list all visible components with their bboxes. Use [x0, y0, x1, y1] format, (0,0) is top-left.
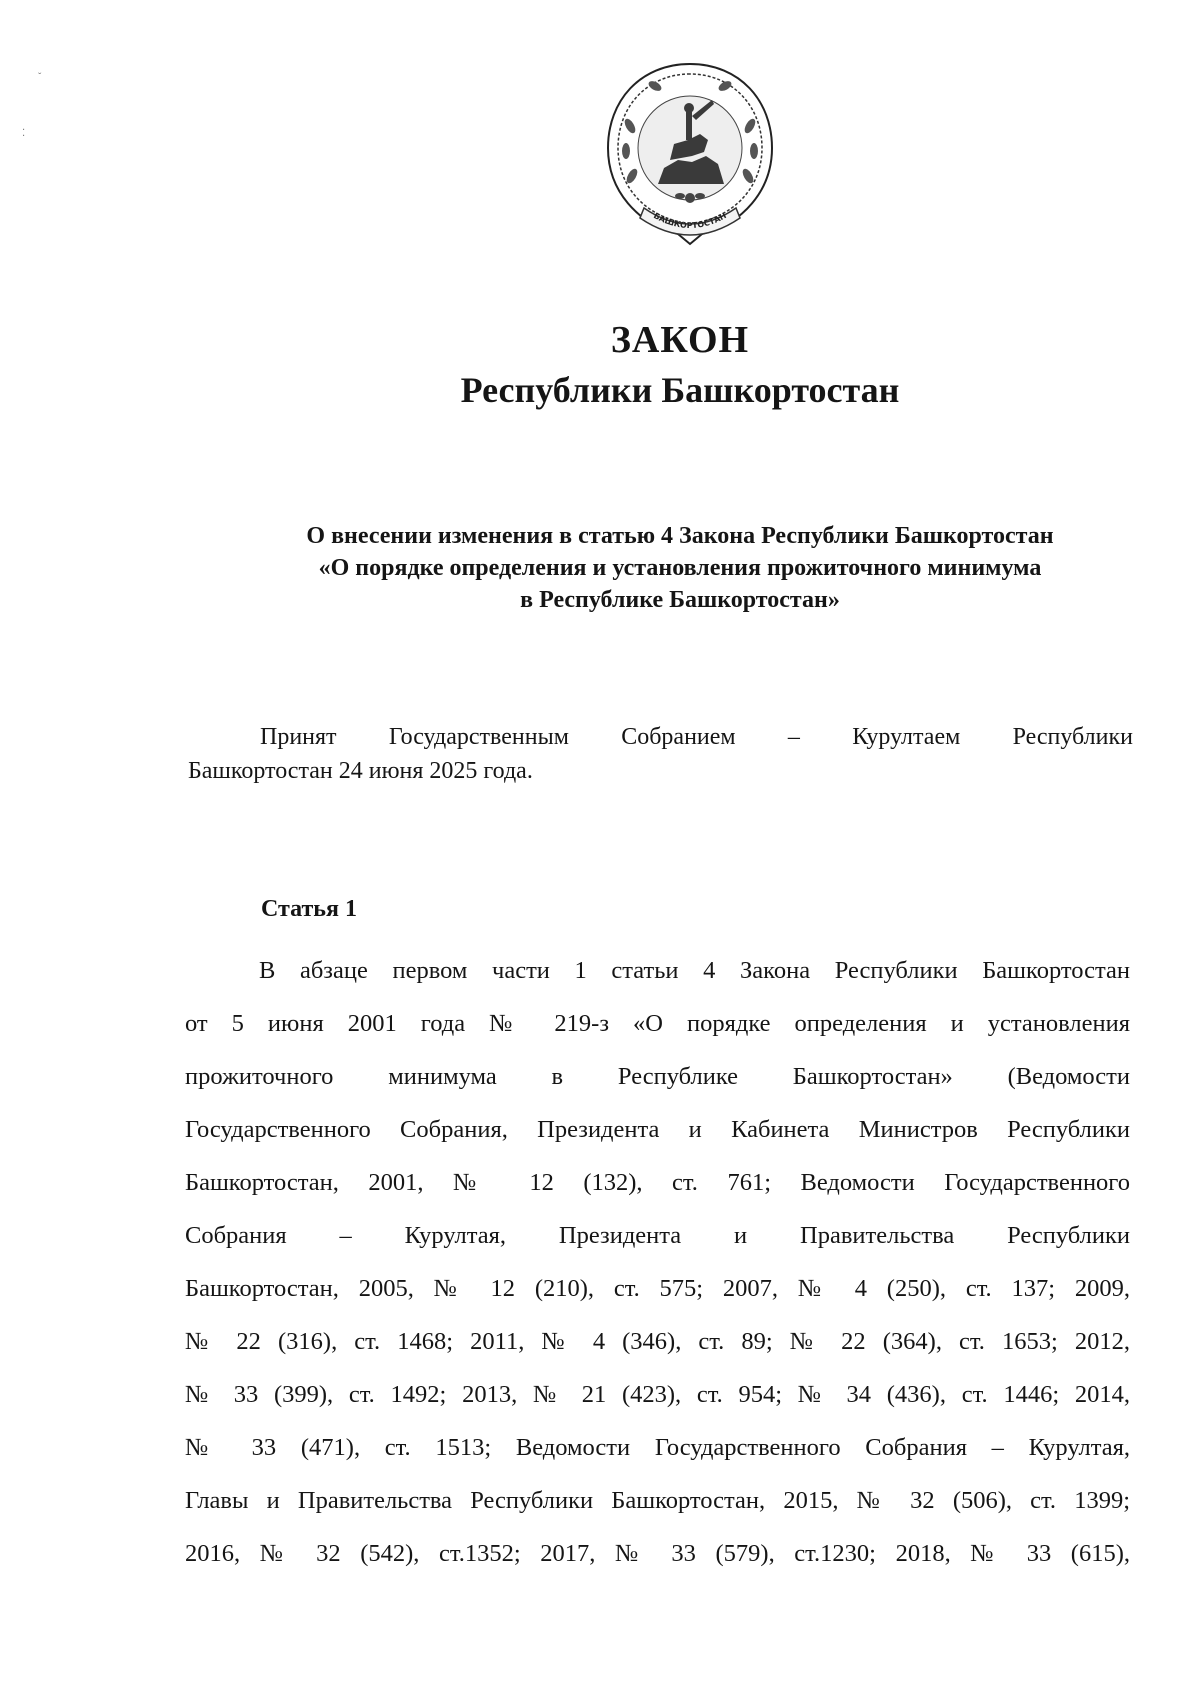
article-line: В абзаце первом части 1 статьи 4 Закона Республики Башкортостан	[259, 957, 1130, 984]
article-title: Статья 1	[261, 896, 357, 922]
coat-of-arms-icon	[600, 56, 780, 256]
article-line: Главы и Правительства Республики Башкортостан, 2015, № 32 (506), ст. 1399;	[185, 1487, 1130, 1514]
adoption-statement	[188, 720, 1133, 788]
scan-speck: ˇ	[38, 72, 42, 83]
scan-speck: ⁚	[22, 128, 26, 139]
emblem-caption: БАШКОРТОСТАН	[652, 211, 728, 231]
adoption-line: Принят Государственным Собранием – Курултаем Республики	[260, 724, 1133, 750]
article-line: 2016, № 32 (542), ст.1352; 2017, № 33 (579), ст.1230; 2018, № 33 (615),	[185, 1540, 1130, 1567]
law-heading	[200, 520, 1160, 616]
article-line: Башкортостан, 2001, № 12 (132), ст. 761; Ведомости Государственного	[185, 1169, 1130, 1196]
article-line: прожиточного минимума в Республике Башкортостан» (Ведомости	[185, 1063, 1130, 1090]
article-body	[185, 944, 1130, 1580]
adoption-line: Башкортостан 24 июня 2025 года.	[188, 758, 533, 784]
article-line: Государственного Собрания, Президента и Кабинета Министров Республики	[185, 1116, 1130, 1143]
heading-line: «О порядке определения и установления прожиточного минимума	[318, 555, 1042, 581]
document-subtitle: Республики Башкортостан	[460, 370, 900, 410]
article-line: № 22 (316), ст. 1468; 2011, № 4 (346), ст. 89; № 22 (364), ст. 1653; 2012,	[185, 1328, 1130, 1355]
heading-line: в Республике Башкортостан»	[520, 587, 840, 613]
article-line: № 33 (399), ст. 1492; 2013, № 21 (423), ст. 954; № 34 (436), ст. 1446; 2014,	[185, 1381, 1130, 1408]
coat-of-arms-emblem	[600, 56, 780, 256]
article-line: Собрания – Курултая, Президента и Правительства Республики	[185, 1222, 1130, 1249]
article-line: № 33 (471), ст. 1513; Ведомости Государственного Собрания – Курултая,	[185, 1434, 1130, 1461]
article-line: от 5 июня 2001 года № 219-з «О порядке определения и установления	[185, 1010, 1130, 1037]
heading-line: О внесении изменения в статью 4 Закона Республики Башкортостан	[306, 523, 1054, 549]
article-line: Башкортостан, 2005, № 12 (210), ст. 575; 2007, № 4 (250), ст. 137; 2009,	[185, 1275, 1130, 1302]
document-title: ЗАКОН	[610, 319, 750, 361]
